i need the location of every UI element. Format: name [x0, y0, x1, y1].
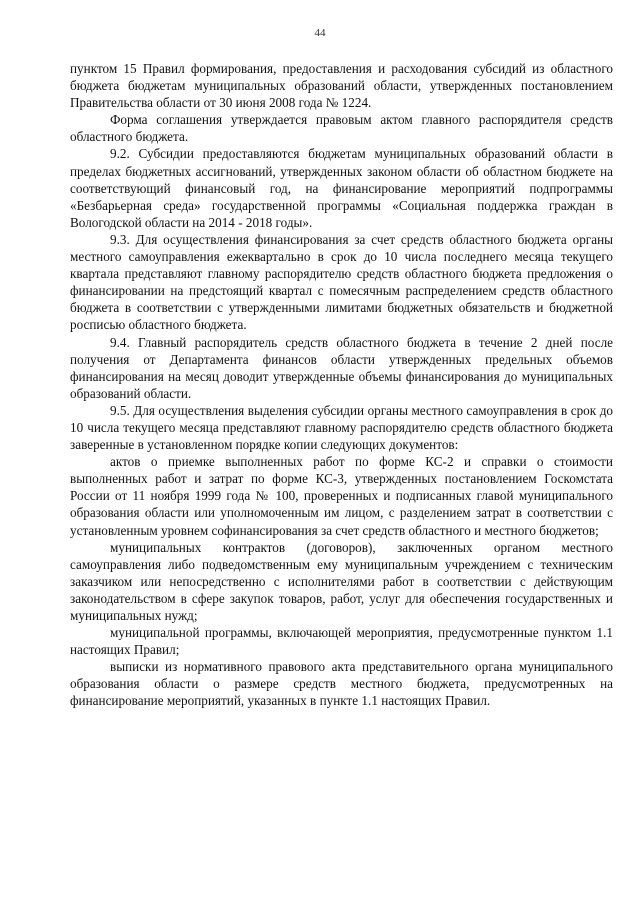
paragraph-9-4: 9.4. Главный распорядитель средств областного бюджета в течение 2 дней после получения от Департамента финансов области утвержденных предельных объемов финансирования на месяц доводит утвержденные объемы финансирования до муниципальных образований области. — [70, 334, 613, 401]
paragraph-9-2: 9.2. Субсидии предоставляются бюджетам муниципальных образований области в пределах бюджетных ассигнований, утвержденных законом области об областном бюджете на соответствующий финансовый год, на финансирование мероприятий подпрограммы «Безбарьерная среда» государственной программы «Социальная поддержка граждан в Вологодской области на 2014 - 2018 годы». — [70, 146, 613, 230]
page-number: 44 — [314, 27, 326, 39]
document-body — [70, 60, 613, 710]
list-item-contracts: муниципальных контрактов (договоров), заключенных органом местного самоуправления либо подведомственным ему муниципальным учреждением с техническим заказчиком или непосредственно с исполнителями работ в соответствии с действующим законодательством в сфере закупок товаров, работ, услуг для обеспечения государственных и муниципальных нужд; — [70, 539, 613, 623]
list-item-extract: выписки из нормативного правового акта представительного органа муниципального образования области о размере средств местного бюджета, предусмотренных на финансирование мероприятий, указанных в пункте 1.1 настоящих Правил. — [70, 659, 613, 709]
paragraph-continuation: пунктом 15 Правил формирования, предоставления и расходования субсидий из областного бюджета бюджетам муниципальных образований области, утвержденных постановлением Правительства области от 30 июня 2008 года № 1224. — [70, 61, 613, 111]
paragraph-9-5: 9.5. Для осуществления выделения субсидии органы местного самоуправления в срок до 10 числа текущего месяца представляют главному распорядителю средств областного бюджета заверенные в установленном порядке копии следующих документов: — [70, 402, 613, 453]
list-item-program: муниципальной программы, включающей мероприятия, предусмотренные пунктом 1.1 настоящих Правил; — [70, 625, 613, 658]
paragraph-agreement-form: Форма соглашения утверждается правовым актом главного распорядителя средств областного бюджета. — [70, 112, 613, 145]
list-item-acts: актов о приемке выполненных работ по форме КС-2 и справки о стоимости выполненных работ и затрат по форме КС-3, утвержденных постановлением Госкомстата России от 11 ноября 1999 года № 100, проверенных и подписанных главой муниципального образования области или уполномоченным им лицом, с разделением затрат в соответствии с установленным уровнем софинансирования за счет средств областного и местного бюджетов; — [70, 454, 613, 538]
paragraph-9-3: 9.3. Для осуществления финансирования за счет средств областного бюджета органы местного самоуправления ежеквартально в срок до 10 числа последнего месяца текущего квартала представляют главному распорядителю средств областного бюджета предложения о финансировании на предстоящий квартал с помесячным распределением средств областного бюджета в соответствии с утвержденными лимитами бюджетных обязательств и бюджетной росписью областного бюджета. — [70, 231, 613, 333]
